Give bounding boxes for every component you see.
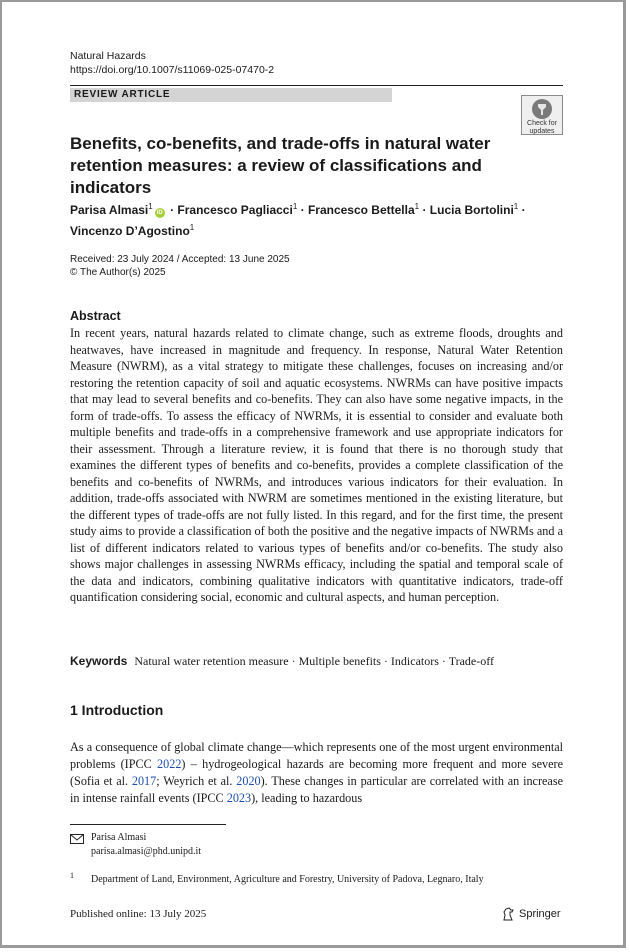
intro-text: ) – hydrogeological hazards are becoming more frequent and more severe (Sofia et al. bbox=[70, 757, 563, 788]
author-name[interactable]: Francesco Bettella bbox=[307, 203, 415, 217]
check-updates-label-2: updates bbox=[529, 128, 555, 135]
springer-horse-icon bbox=[501, 907, 515, 921]
introduction-paragraph bbox=[70, 739, 563, 807]
keywords-line bbox=[70, 653, 563, 669]
citation-link[interactable]: 2020 bbox=[236, 774, 261, 788]
orcid-icon[interactable]: iD bbox=[156, 210, 163, 216]
author-affiliation-mark: 1 bbox=[414, 202, 420, 211]
affiliation-number: 1 bbox=[70, 871, 74, 880]
header-rule bbox=[70, 85, 563, 86]
citation-link[interactable]: 2017 bbox=[131, 774, 157, 788]
abstract-heading: Abstract bbox=[70, 309, 121, 323]
publisher-logo bbox=[501, 906, 561, 922]
author-list: Parisa Almasi$^1$iD · Francesco Pagliacci$^1$ · Francesco Bettella$^1$ · Lucia Bortolini$^1$ · Vincenzo D’Agostino$^1$ bbox=[70, 202, 526, 238]
doi-link[interactable]: https://doi.org/10.1007/s11069-025-07470-2 bbox=[70, 64, 275, 76]
author-name[interactable]: Francesco Pagliacci bbox=[177, 203, 293, 217]
check-updates-icon bbox=[531, 98, 553, 120]
author-name[interactable]: Vincenzo D’Agostino bbox=[70, 224, 190, 238]
received-accepted-dates: Received: 23 July 2024 / Accepted: 13 June 2025 bbox=[70, 254, 290, 265]
corresponding-author-name: Parisa Almasi bbox=[91, 832, 147, 843]
abstract-text: In recent years, natural hazards related to climate change, such as extreme floods, droughts and heatwaves, have increased in magnitude and frequency. In response, Natural Water Retention Measure (NWRM), as a vital strategy to mitigate these challenges, focuses on increasing and/or restoring the retention capacity of soil and aquatic ecosystems. NWRMs can have positive impacts that may lead to several benefits and co-benefits. They can also have some negative impacts, in the form of trade-offs. To assess the efficacy of NWRMs, it is essential to consider and evaluate both multiple benefits and trade-offs in a comprehensive framework and use appropriate indicators for their assessment. Through a literature review, it is found that there is no thorough study that examines the different types of benefits and co-benefits, provides a complete classification of the benefits and co-benefits of NWRMs, and introduces various indicators for their evaluation. In addition, trade-offs associated with NWRM are sometimes mentioned in the existing literature, but the different types of trade-offs are not fully listed. In this regard, and for the first time, the present study aims to provide a classification of both the positive and the negative impacts of NWRMs and a list of different indicators related to various types of benefits and/or co-benefits. The study also shows major challenges in assessing NWRMs efficacy, including the spatial and temporal scale of the data and indicators, combining qualitative indicators with quantitative indicators, trade-off quantification considering social, economic and cultural aspects, and human perception. bbox=[70, 326, 563, 604]
citation-link[interactable]: 2022 bbox=[157, 757, 182, 771]
envelope-icon bbox=[70, 834, 84, 844]
footnote-rule bbox=[70, 824, 226, 825]
journal-name: Natural Hazards bbox=[70, 50, 146, 62]
article-type-banner: REVIEW ARTICLE bbox=[70, 88, 392, 102]
corresponding-author-email[interactable]: parisa.almasi@phd.unipd.it bbox=[91, 846, 202, 857]
author-name[interactable]: Parisa Almasi bbox=[70, 203, 149, 217]
author-affiliation-mark: 1 bbox=[189, 223, 195, 232]
citation-link[interactable]: 2023 bbox=[226, 791, 252, 805]
affiliation-text: Department of Land, Environment, Agriculture and Forestry, University of Padova, Legnaro, Italy bbox=[91, 874, 484, 885]
check-for-updates-button[interactable] bbox=[521, 95, 563, 135]
publisher-name: Springer bbox=[519, 908, 561, 920]
author-affiliation-mark: 1 bbox=[513, 202, 519, 211]
author-affiliation-mark: 1 bbox=[148, 202, 153, 211]
keywords-heading: Keywords bbox=[70, 654, 128, 668]
intro-text: ). These changes in particular are correlated with an increase in intense rainfall events (IPCC bbox=[70, 774, 563, 805]
intro-text: ; Weyrich et al. bbox=[156, 774, 237, 788]
intro-text: As a consequence of global climate change—which represents one of the most urgent environmental problems (IPCC bbox=[70, 740, 563, 771]
keywords-text: Natural water retention measure · Multiple benefits · Indicators · Trade-off bbox=[134, 654, 495, 668]
published-online-date: Published online: 13 July 2025 bbox=[70, 908, 207, 920]
author-name[interactable]: Lucia Bortolini bbox=[429, 203, 514, 217]
section-heading-introduction: 1 Introduction bbox=[70, 702, 164, 718]
author-affiliation-mark: 1 bbox=[292, 202, 298, 211]
check-updates-label-1: Check for bbox=[527, 120, 557, 127]
copyright-notice: © The Author(s) 2025 bbox=[70, 267, 166, 278]
article-title: Benefits, co-benefits, and trade-offs in natural water retention measures: a review of classifications and indicators bbox=[70, 134, 491, 197]
intro-text: ), leading to hazardous bbox=[251, 791, 363, 805]
